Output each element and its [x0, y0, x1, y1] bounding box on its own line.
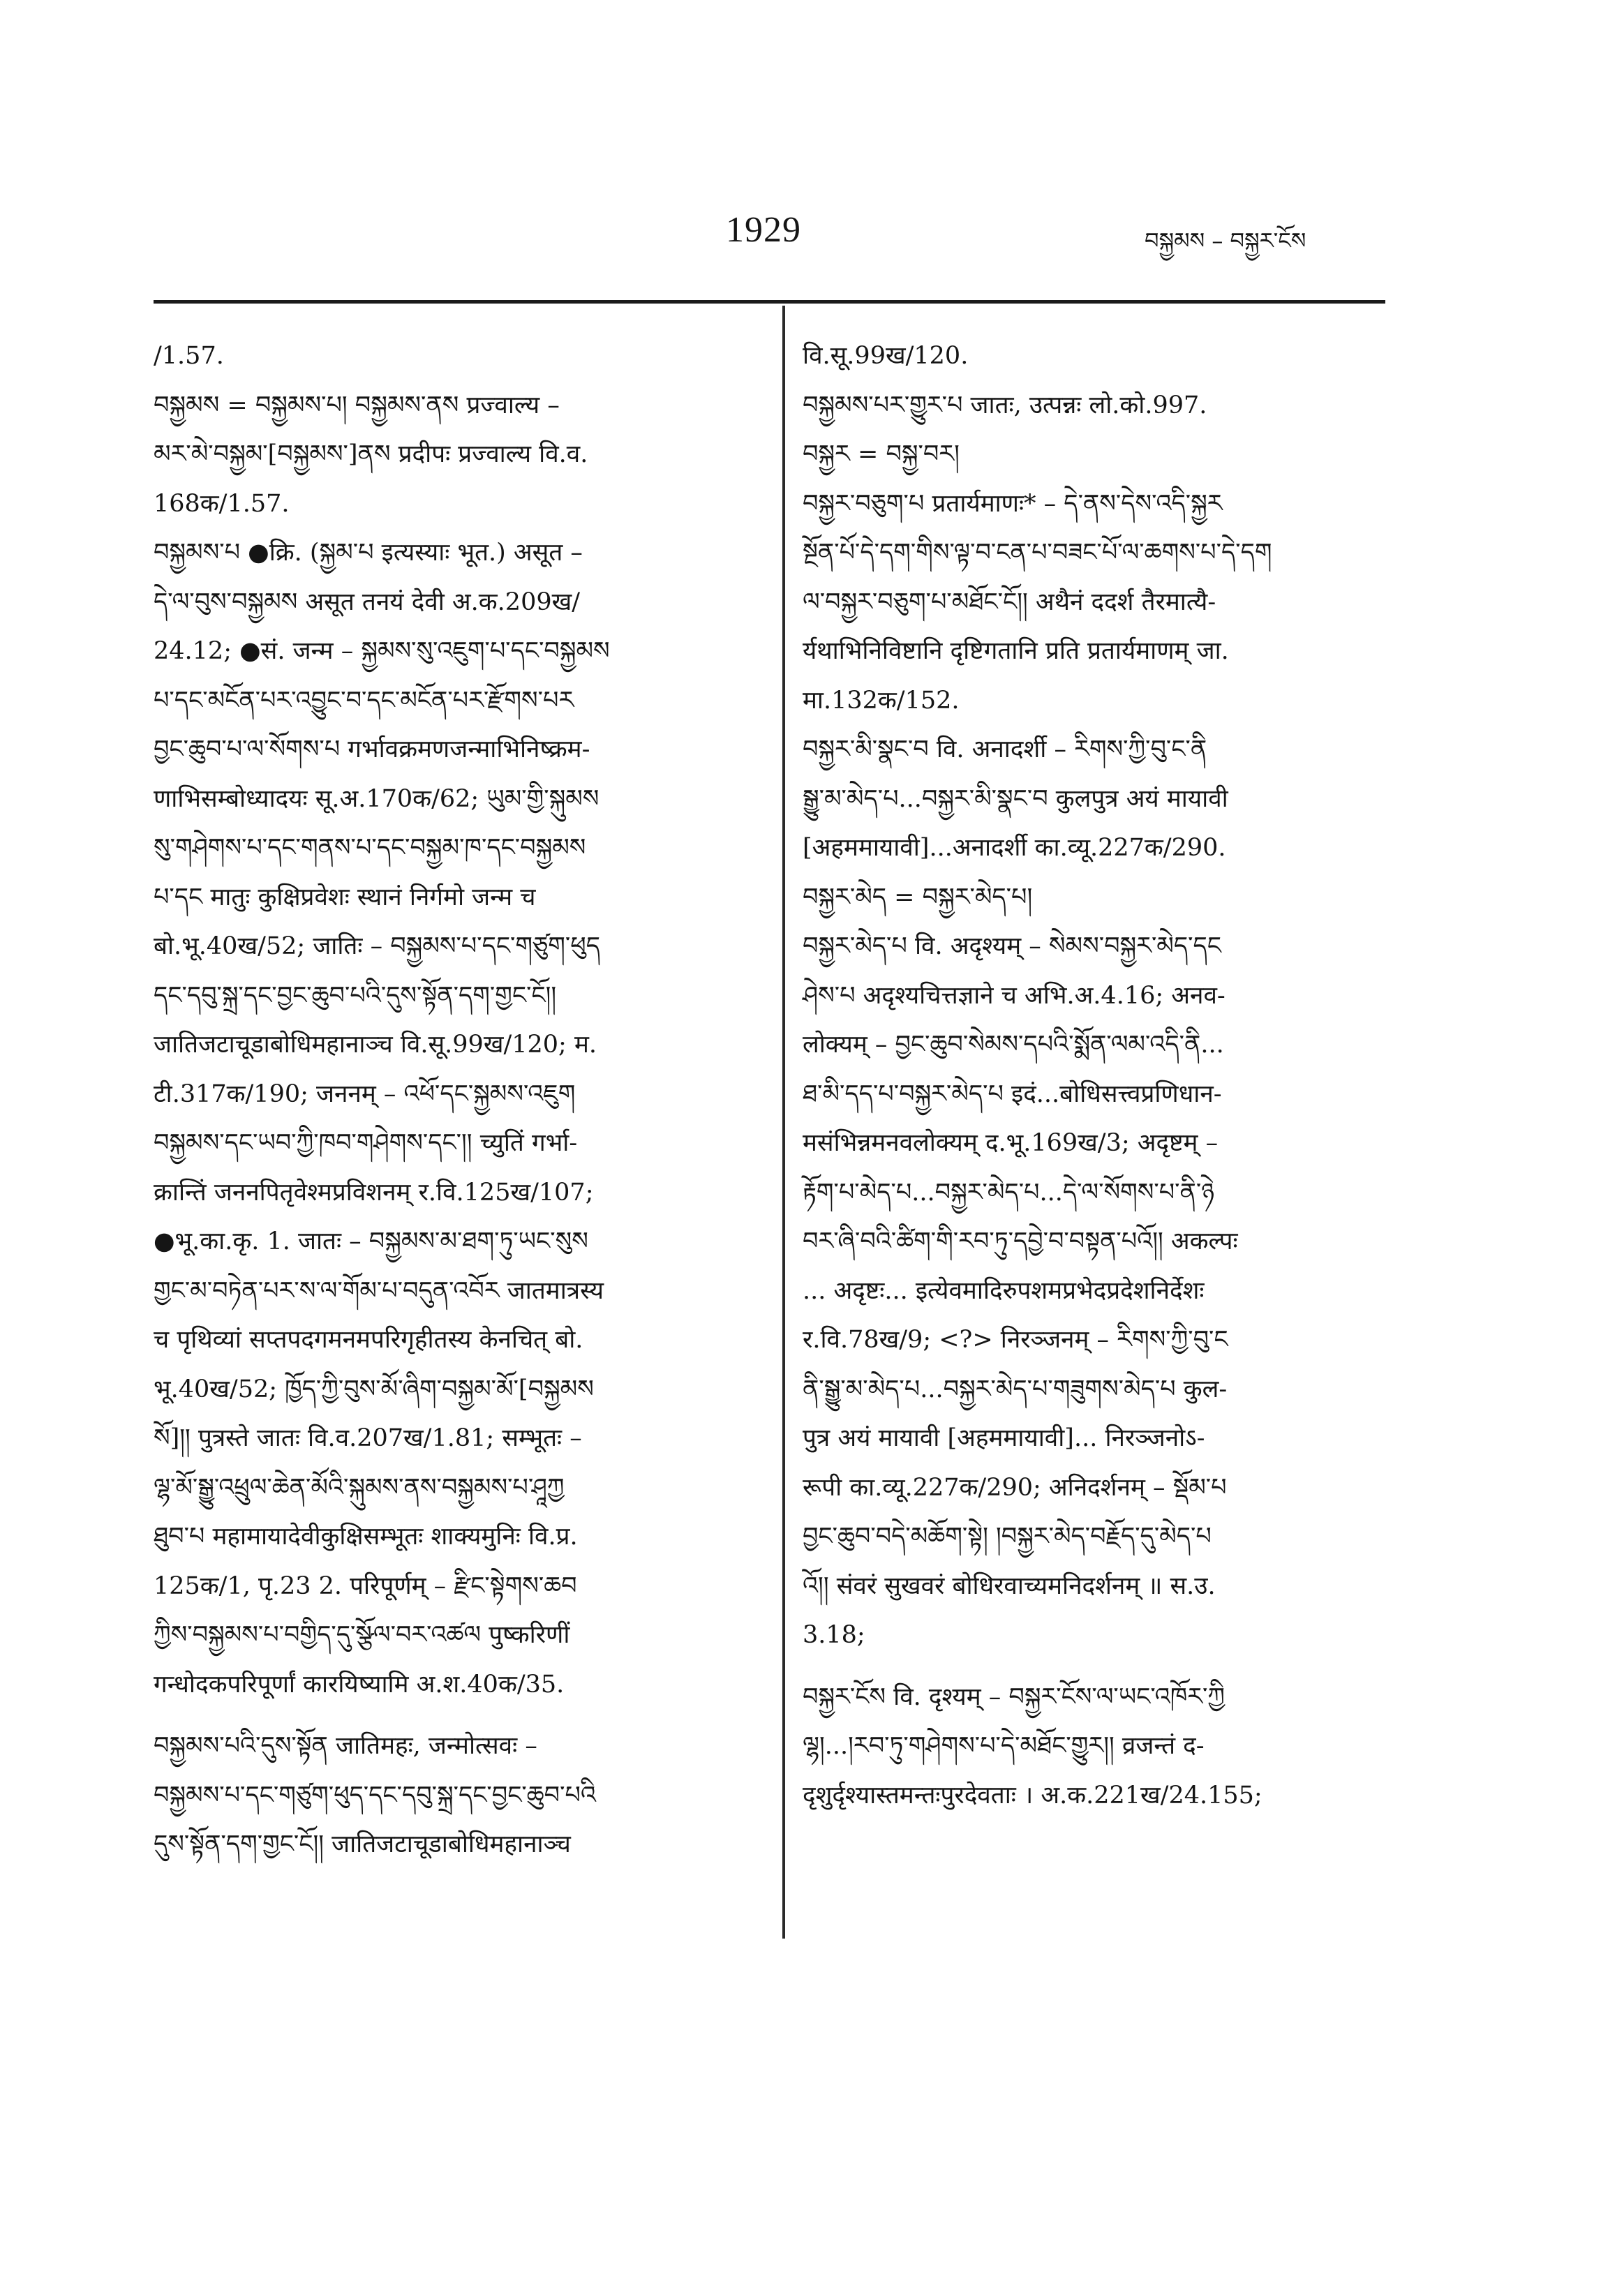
text-line: मसंभिन्नमनवलोक्यम् द.भू.169ख/3; अदृष्टम् – [803, 1129, 1219, 1157]
text-line: ཐུབ་པ महामायादेवीकुक्षिसम्भूतः शाक्यमुनिः वि.प्र. [154, 1523, 578, 1551]
text-line: བྱང་ཆུབ་བདེ་མཆོག་སྟེ། །བསྐྱར་མེད་བརྗོད་དུ་མེད་པ [803, 1523, 1212, 1551]
text-line: བསྐྱམས་པ ●क्रि. (སྐྱམ་པ इत्यस्याः भूत.) असूत – [154, 539, 583, 567]
text-line: च पृथिव्यां सप्तपदगमनमपरिगृहीतस्य केनचित् बो. [154, 1326, 583, 1354]
text-line: मा.132क/152. [803, 686, 960, 715]
text-line: བསྐྱར་མེད་པ वि. अदृश्यम् – སེམས་བསྐྱར་མེད་དང [803, 932, 1221, 960]
text-line: བསྐྱར་མེད = བསྐྱར་མེད་པ། [803, 883, 1033, 911]
text-line: गन्धोदकपरिपूर्णां कारयिष्यामि अ.श.40क/35. [154, 1670, 565, 1699]
text-line: བསྐྱམས་པའི་དུས་སྟོན जातिमहः, जन्मोत्सवः – [154, 1732, 537, 1760]
text-line: བསྐྱམས = བསྐྱམས་པ། བསྐྱམས་ནས प्रज्वाल्य – [154, 391, 560, 419]
text-line: དང་དབུ་སྐྲ་དང་བྱང་ཆུབ་པའི་དུས་སྟོན་དག་གྱང་ངོ།། [154, 981, 557, 1010]
text-line: णाभिसम्बोध्यादयः सू.अ.170क/62; ཡུམ་གྱི་སྐུམས [154, 784, 599, 813]
running-head: བསྐྱམས – བསྐྱར་ངོས [1145, 227, 1306, 254]
text-line: བསྐྱར་མི་སྣང་བ वि. अनादर्शी – རིགས་ཀྱི་བུ་ང་ནི [803, 736, 1207, 763]
text-line: र्यथाभिनिविष्टानि दृष्टिगतानि प्रति प्रतार्यमाणम् जा. [803, 637, 1229, 665]
text-line: दृशुर्दृश्यास्तमन्तःपुरदेवताः । अ.क.221ख/24.155; [803, 1781, 1262, 1809]
text-line: /1.57. [154, 342, 224, 370]
right-column [803, 331, 1389, 1820]
text-line: དུས་སྟོན་དག་གྱང་ངོ།། जातिजटाचूडाबोधिमहानाञ्च [154, 1830, 571, 1858]
text-line: ●भू.का.कृ. 1. जातः – བསྐྱམས་མ་ཐག་ཏུ་ཡང་སུས [154, 1227, 588, 1255]
text-line: ... अदृष्टः... इत्येवमादिरुपशमप्रभेदप्रदेशनिर्देशः [803, 1276, 1205, 1305]
text-line: ལྷ།...།རབ་ཏུ་གཤེགས་པ་དེ་མཐོང་གྱུར།། व्रजन्तं द- [803, 1732, 1205, 1760]
text-line: སུ་གཤེགས་པ་དང་གནས་པ་དང་བསྐྱམ་ཁ་དང་བསྐྱམས [154, 834, 586, 862]
text-line: क्रान्तिं जननपितृवेश्मप्रविशनम् र.वि.125ख/107; [154, 1178, 594, 1207]
text-line: 125क/1, पृ.23 2. परिपूर्णम् – རྫིང་སྟེགས་ཆབ [154, 1572, 577, 1600]
text-line: 24.12; ●सं. जन्म – སྐྱམས་སུ་འཇུག་པ་དང་བསྐྱམས [154, 637, 610, 665]
text-line: टी.317क/190; जननम् – འཕོ་དང་སྐྱམས་འཇུག [154, 1080, 576, 1108]
page-number: 1929 [726, 210, 801, 250]
text-line: མར་མེ་བསྐྱམ་[བསྐྱམས་]ནས प्रदीपः प्रज्वाल्य वि.व. [154, 440, 588, 468]
column-divider [782, 306, 785, 1939]
text-line: པ་དང་མངོན་པར་འབྱུང་བ་དང་མངོན་པར་རྫོགས་པར [154, 686, 574, 715]
text-line: གྱང་མ་བཏེན་པར་ས་ལ་གོམ་པ་བདུན་འབོར जातमात्रस्य [154, 1276, 604, 1305]
text-line: ནི་སྒྱུ་མ་མེད་པ...བསྐྱར་མེད་པ་གཟུགས་མེད་པ कुल- [803, 1375, 1228, 1403]
text-line: र.वि.78ख/9; <?> निरञ्जनम् – རིགས་ཀྱི་བུ་ང [803, 1326, 1228, 1354]
text-line: ཤེས་པ अदृश्यचित्तज्ञाने च अभि.अ.4.16; अनव- [803, 981, 1226, 1010]
left-column [154, 331, 768, 1869]
text-line: लोक्यम् – བྱང་ཆུབ་སེམས་དཔའི་སྨོན་ལམ་འདི་ནི... [803, 1031, 1224, 1059]
text-line: བསྐྱམས་དང་ཡབ་ཀྱི་ཁབ་གཤེགས་དང་།། च्युतिं गर्भा- [154, 1129, 578, 1157]
text-line: བསྐྱར་བཅུག་པ प्रतार्यमाणः* – དེ་ནས་དེས་འདི་སྐྱར [803, 489, 1223, 518]
text-line: འོ།། संवरं सुखवरं बोधिरवाच्यमनिदर्शनम् ॥ स.उ. [803, 1572, 1216, 1600]
text-line: रूपी का.व्यू.227क/290; अनिदर्शनम् – སྡོམ་པ [803, 1473, 1227, 1502]
text-line: ལ་བསྐྱར་བཅུག་པ་མཐོང་ངོ།། अथैनं ददर्श तैरमात्यै- [803, 588, 1216, 616]
text-line: ཀྱིས་བསྐྱམས་པ་བགྱིད་དུ་སྩོལ་བར་འཚལ पुष्करिणीं [154, 1621, 570, 1649]
entry-gap [154, 1709, 768, 1722]
text-line: ཐ་མི་དད་པ་བསྐྱར་མེད་པ इदं...बोधिसत्त्वप्रणिधान- [803, 1080, 1222, 1108]
text-line: སྔོན་པོ་དེ་དག་གིས་ལྟ་བ་ངན་པ་བཟང་པོ་ལ་ཆགས་པ་དེ་དག [803, 539, 1272, 567]
entry-gap [803, 1660, 1389, 1673]
header-rule [154, 300, 1385, 304]
text-line: बो.भू.40ख/52; जातिः – བསྐྱམས་པ་དང་གཙུག་ཕུད [154, 932, 600, 960]
text-line: पुत्र अयं मायावी [अहममायावी]... निरञ्जनोऽ- [803, 1424, 1205, 1452]
text-line: 3.18; [803, 1621, 865, 1649]
text-line: བསྐྱམས་པ་དང་གཙུག་ཕུད་དང་དབུ་སྐྲ་དང་བྱང་ཆུབ་པའི [154, 1781, 596, 1809]
text-line: པ་དང मातुः कुक्षिप्रवेशः स्थानं निर्गमो जन्म च [154, 883, 536, 911]
text-line: བསྐྱམས་པར་གྱུར་པ जातः, उत्पन्नः लो.को.997. [803, 391, 1207, 419]
text-line: བསྐྱར = བསྐྱ་བར། [803, 440, 960, 468]
text-line: སྒྱུ་མ་མེད་པ...བསྐྱར་མི་སྣང་བ कुलपुत्र अयं मायावी [803, 784, 1228, 813]
text-line: जातिजटाचूडाबोधिमहानाञ्च वि.सू.99ख/120; म. [154, 1031, 597, 1059]
text-line: རྟོག་པ་མེད་པ...བསྐྱར་མེད་པ...དེ་ལ་སོགས་པ་ནི་ཉེ [803, 1178, 1214, 1207]
text-line: སོ]།། पुत्रस्ते जातः वि.व.207ख/1.81; सम्भूतः – [154, 1424, 582, 1452]
text-line: བསྐྱར་ངོས वि. दृश्यम् – བསྐྱར་ངོས་ལ་ཡང་འཁོར་ཀྱི [803, 1682, 1225, 1711]
text-line: དེ་ལ་བུས་བསྐྱམས असूत तनयं देवी अ.क.209ख/ [154, 588, 581, 616]
text-line: वि.सू.99ख/120. [803, 342, 969, 370]
text-line: བྱང་ཆུབ་པ་ལ་སོགས་པ गर्भावक्रमणजन्माभिनिष्क्रम- [154, 736, 590, 763]
text-line: 168क/1.57. [154, 489, 290, 518]
text-line: བར་ཞི་བའི་ཚིག་གི་རབ་ཏུ་དབྱེ་བ་བསྟན་པའོ།། अकल्पः [803, 1227, 1238, 1255]
text-line: [अहममायावी]...अनादर्शी का.व्यू.227क/290. [803, 834, 1226, 862]
text-line: भू.40ख/52; ཁྱོད་ཀྱི་བུས་མོ་ཞིག་བསྐྱམ་མོ་[བསྐྱམས [154, 1375, 594, 1403]
text-line: ལྷ་མོ་སྒྱུ་འཕྲུལ་ཆེན་མོའི་སྐུམས་ནས་བསྐྱམས་པ་ཤཱཀྱ [154, 1473, 565, 1502]
